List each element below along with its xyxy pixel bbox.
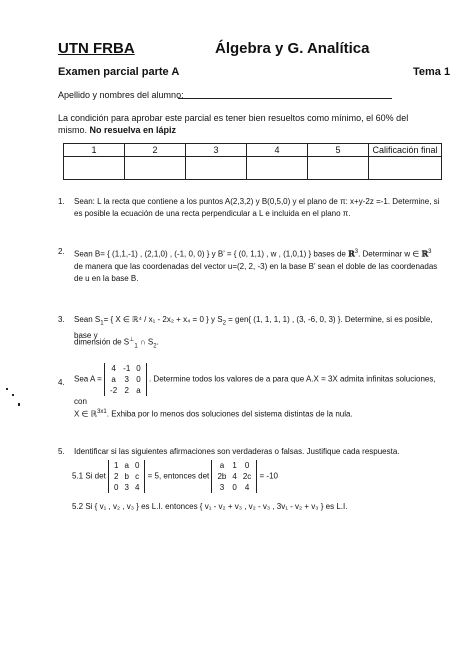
matrix-cell: a (219, 461, 225, 470)
matrix-5-1-left (108, 460, 145, 493)
q51-pre: 5.1 Si det (72, 471, 106, 481)
matrix-cell: 0 (232, 483, 237, 492)
q3-end: . (156, 337, 159, 347)
q3-gen: = gen{ (1, 1, 1, 1) , (3, -6, 0, 3) }. Determine, si es posible, base y (74, 315, 433, 340)
matrix-cell: 4 (111, 364, 116, 373)
grade-header-1: 1 (64, 144, 125, 157)
q3-set: = { X ∈ ℝ⁴ / x₁ - 2x₂ + x₄ = 0 } (103, 315, 209, 324)
matrix-cell: 4 (232, 472, 237, 481)
approval-condition (58, 112, 428, 136)
matrix-cell: 3 (124, 483, 129, 492)
q3-perp: ⊥ (129, 337, 135, 343)
matrix-a (104, 363, 147, 396)
question-3-line2 (74, 334, 440, 352)
real-symbol-2: ℝ (421, 248, 429, 259)
exam-theme: Tema 1 (413, 66, 451, 78)
q4-text: . Determine todos los valores de a para que A.X = 3X admita infinitas soluciones, con (74, 374, 436, 406)
question-5-number: 5. (58, 447, 65, 456)
student-name-line (178, 98, 392, 99)
matrix-cell: 0 (244, 461, 250, 470)
matrix-cell: a (124, 461, 129, 470)
question-2-number: 2. (58, 247, 65, 256)
q3-pre: Sean (74, 315, 93, 324)
matrix-cell: b (124, 472, 129, 481)
q51-end: = -10 (259, 471, 278, 481)
matrix-cell: 4 (134, 483, 140, 492)
grade-cell (369, 157, 442, 180)
q3-s1-sub: 1 (100, 320, 104, 327)
matrix-cell: 1 (114, 461, 119, 470)
q3-s2-sub: 2 (222, 320, 226, 327)
question-4-number: 4. (58, 378, 65, 387)
q2-part2: . Determinar w ∈ (358, 249, 420, 259)
matrix-cell: 0 (136, 364, 141, 373)
matrix-cell: 4 (244, 483, 250, 492)
q2-part1: Sean B= { (1,1,-1) , (2,1,0) , (-1, 0, 0) } y B’ = { (0, 1,1) , w , (1,0,1) } bases de (74, 249, 346, 259)
q51-mid: = 5, entonces det (147, 471, 210, 481)
question-4-line1 (74, 363, 440, 408)
q4-line2-sup: 3x1 (97, 409, 107, 415)
question-3-number: 3. (58, 315, 65, 324)
question-5-1 (72, 460, 444, 493)
q3-dim: dimensión de S (74, 337, 130, 347)
grade-header-5: 5 (308, 144, 369, 157)
question-1-text: Sean: L la recta que contiene a los puntos A(2,3,2) y B(0,5,0) y el plano de π: x+y-2z =-1. Determine, si es posible la ecuación de una recta perpendicular a L e incluida en el plano π. (74, 197, 440, 218)
matrix-cell: c (135, 472, 140, 481)
condition-text: La condición para aprobar este parcial es tener bien resueltos como mínimo, el 60% del mismo. (58, 113, 409, 135)
question-4-line2 (74, 406, 440, 421)
matrix-cell: a (136, 386, 141, 395)
grade-table-body-row (64, 157, 442, 180)
q2-sup2: 3 (428, 249, 432, 255)
matrix-cell: -1 (123, 364, 131, 373)
matrix-cell: 0 (114, 483, 119, 492)
scan-speck (12, 394, 14, 396)
q3-dim-sub1: 1 (134, 343, 138, 350)
matrix-cell: a (111, 375, 116, 384)
q2-part3: de manera que las coordenadas del vector u=(2, 2, -3) en la base B’ sean el doble de las coordenadas de u en la base B. (74, 261, 438, 283)
scan-speck (6, 388, 8, 390)
condition-emphasis: No resuelva en lápiz (89, 125, 177, 135)
grade-cell (308, 157, 369, 180)
q3-cap: ∩ S (137, 337, 154, 347)
matrix-cell: 1 (232, 461, 237, 470)
matrix-cell: 2b (217, 472, 227, 481)
grade-table-header-row (64, 144, 442, 157)
matrix-5-1-right (211, 460, 257, 493)
matrix-cell: -2 (110, 386, 118, 395)
matrix-cell: 2c (242, 472, 252, 481)
student-name-label: Apellido y nombres del alumno: (58, 90, 184, 100)
real-symbol: ℝ (348, 248, 355, 259)
exam-title: Examen parcial parte A (58, 66, 180, 78)
matrix-cell: 2 (114, 472, 119, 481)
q3-mid: y S (211, 315, 223, 324)
matrix-cell: 0 (134, 461, 140, 470)
scan-speck (18, 403, 20, 406)
q4-line2-pre: X ∈ ℝ (74, 409, 98, 419)
question-5-2: 5.2 Si { v₁ , v₂ , v₃ } es L.I. entonces { v₁ - v₂ + v₃ , v₂ - v₃ , 3v₁ - v₂ + v₃ } es L.I. (72, 502, 348, 511)
grade-cell (186, 157, 247, 180)
question-1-number: 1. (58, 197, 65, 206)
subject-title: Álgebra y G. Analítica (215, 40, 370, 57)
grade-header-3: 3 (186, 144, 247, 157)
grade-header-2: 2 (125, 144, 186, 157)
grade-header-4: 4 (247, 144, 308, 157)
question-5-intro: Identificar si las siguientes afirmaciones son verdaderas o falsas. Justifique cada respuesta. (74, 447, 400, 456)
q3-dim-sub2: 2 (153, 343, 157, 350)
grade-header-final: Calificación final (369, 144, 442, 157)
question-2-text (74, 246, 440, 285)
grade-cell (247, 157, 308, 180)
q4-line2: . Exhiba por lo menos dos soluciones del sistema distintas de la nula. (106, 409, 353, 419)
grade-cell (64, 157, 125, 180)
matrix-cell: 3 (124, 375, 129, 384)
grade-cell (125, 157, 186, 180)
matrix-cell: 2 (124, 386, 129, 395)
university-title: UTN FRBA (58, 40, 135, 57)
q4-pre: Sea A = (74, 374, 102, 384)
grade-table (63, 143, 442, 180)
q3-s1: S (94, 315, 101, 324)
matrix-cell: 0 (136, 375, 141, 384)
matrix-cell: 3 (219, 483, 225, 492)
q2-sup: 3 (354, 249, 359, 255)
